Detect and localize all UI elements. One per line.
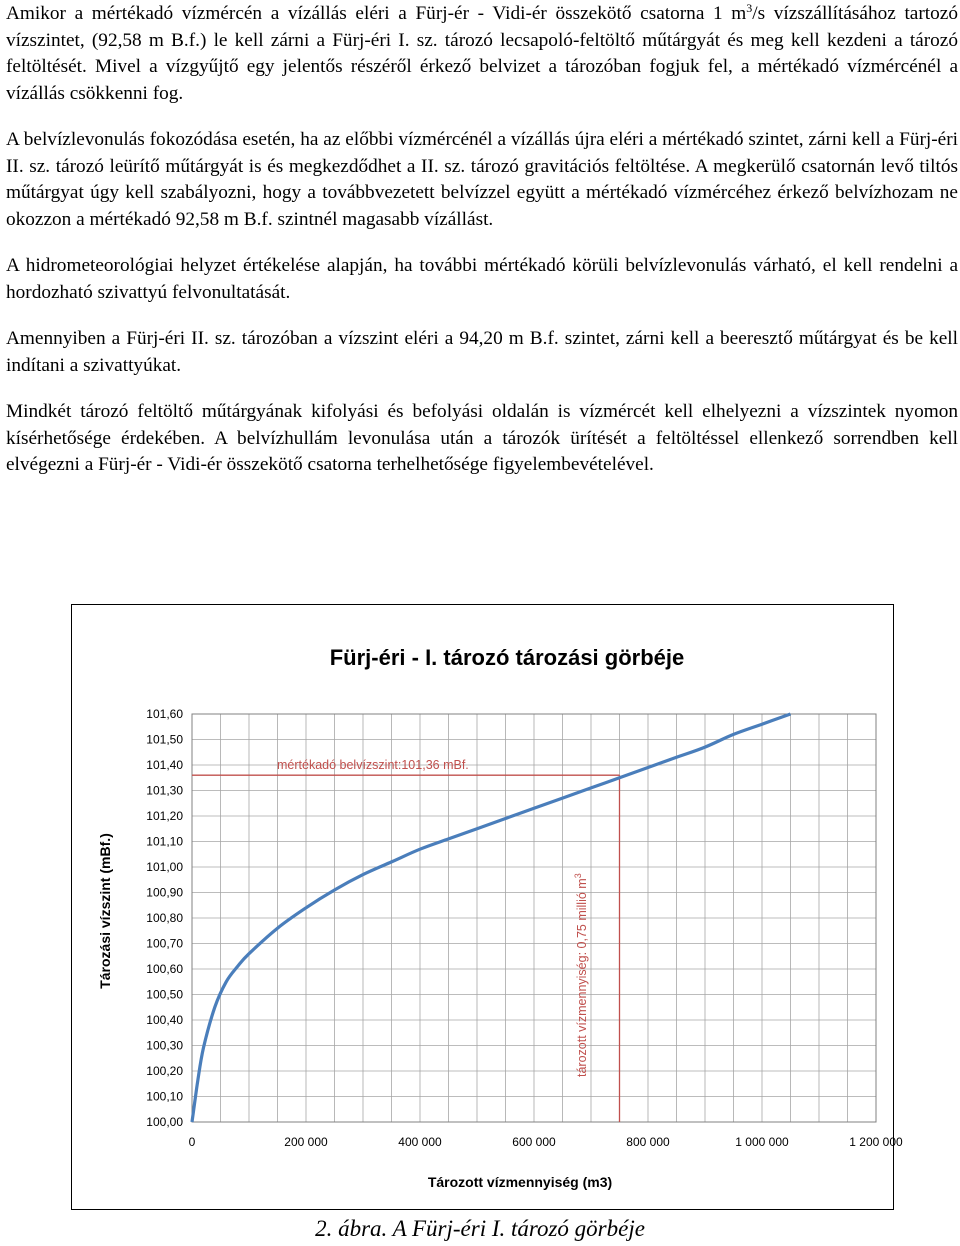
y-tick-label: 100,00 <box>146 1115 183 1129</box>
figure-caption: 2. ábra. A Fürj-éri I. tározó görbéje <box>315 1216 645 1241</box>
y-tick-label: 100,50 <box>146 987 183 1002</box>
storage-curve-chart <box>72 605 903 1208</box>
y-axis-label: Tározási vízszint (mBf.) <box>97 833 113 989</box>
paragraph-1-text-b: /s vízszállításához tartozó vízszintet, (92,58 m B.f.) le kell zárni a Fürj-éri I. sz. tározó lecsapoló-feltöltő műtárgyát és meg kell kezdeni a tározó feltöltését. Mivel a vízgyűjtő egy jelentős részéről érkező belvizet a tározóban fogjuk fel, a mértékadó vízmércénél a vízállás csökkenni fog. <box>6 3 958 104</box>
y-tick-label: 101,20 <box>146 809 183 823</box>
y-tick-label: 100,10 <box>146 1089 183 1104</box>
y-tick-label: 100,20 <box>146 1064 183 1078</box>
y-tick-label: 101,60 <box>146 707 183 721</box>
y-tick-label: 100,70 <box>146 936 183 951</box>
body-text <box>6 1 958 479</box>
volume-annotation-text: tározott vízmennyiség: 0,75 millió m <box>575 878 589 1077</box>
x-tick-labels <box>189 1135 903 1149</box>
y-tick-label: 101,00 <box>146 860 183 874</box>
y-tick-label: 100,40 <box>146 1013 183 1027</box>
y-tick-label: 101,30 <box>146 783 183 798</box>
volume-annotation <box>573 873 589 1077</box>
y-tick-label: 100,80 <box>146 911 183 925</box>
x-axis-label: Tározott vízmennyiség (m3) <box>427 1174 613 1190</box>
level-annotation: mértékadó belvízszint:101,36 mBf. <box>277 758 469 772</box>
chart-title: Fürj-éri - I. tározó tározási görbéje <box>329 645 685 670</box>
x-tick-label: 1 200 000 <box>849 1135 903 1149</box>
x-tick-label: 200 000 <box>284 1135 328 1149</box>
y-tick-label: 101,50 <box>146 732 183 747</box>
x-tick-label: 600 000 <box>512 1135 556 1149</box>
volume-annotation-superscript: 3 <box>573 873 583 879</box>
x-tick-label: 0 <box>188 1135 196 1149</box>
paragraph-2: A belvízlevonulás fokozódása esetén, ha az előbbi vízmércénél a vízállás újra eléri a mértékadó szintet, zárni kell a Fürj-éri II. sz. tározó leürítő műtárgyát is és megkezdődhet a II. sz. tározó gravitációs feltöltése. A megkerülő csatornán levő tiltós műtárgyat úgy kell szabályozni, hogy a továbbvezetett belvízzel együtt a mértékadó vízmércéhez érkező belvízhozam ne okozzon a mértékadó 92,58 m B.f. szintnél magasabb vízállást. <box>6 129 958 230</box>
paragraph-4: Amennyiben a Fürj-éri II. sz. tározóban a vízszint eléri a 94,20 m B.f. szintet, zárni kell a beeresztő műtárgyat és be kell indítani a szivattyúkat. <box>6 328 958 376</box>
y-tick-label: 100,30 <box>146 1038 183 1053</box>
paragraph-5: Mindkét tározó feltöltő műtárgyának kifolyási és befolyási oldalán is vízmércét kell elhelyezni a vízszintek nyomon kísérhetősége érdekében. A belvízhullám levonulása után a tározók ürítését a feltöltéssel ellenkező sorrendben kell elvégezni a Fürj-ér - Vidi-ér összekötő csatorna terhelhetősége figyelembevételével. <box>6 401 958 475</box>
paragraph-1-text-a: Amikor a mértékadó vízmércén a vízállás eléri a Fürj-ér - Vidi-ér összekötő csatorna 1 m <box>6 3 747 24</box>
paragraph-1-superscript: 3 <box>746 1 753 15</box>
y-tick-label: 101,10 <box>146 834 183 849</box>
y-tick-labels <box>146 707 183 1129</box>
y-tick-label: 100,60 <box>146 962 183 976</box>
paragraph-1 <box>6 1 958 107</box>
y-tick-label: 101,40 <box>146 758 183 772</box>
y-tick-label: 100,90 <box>146 885 183 900</box>
paragraph-3: A hidrometeorológiai helyzet értékelése alapján, ha további mértékadó körüli belvízlevonulás várható, el kell rendelni a hordozható szivattyú felvonultatását. <box>6 255 958 303</box>
x-tick-label: 800 000 <box>626 1135 670 1149</box>
chart-frame <box>71 604 903 1210</box>
x-tick-label: 1 000 000 <box>735 1135 789 1149</box>
x-tick-label: 400 000 <box>398 1135 442 1149</box>
